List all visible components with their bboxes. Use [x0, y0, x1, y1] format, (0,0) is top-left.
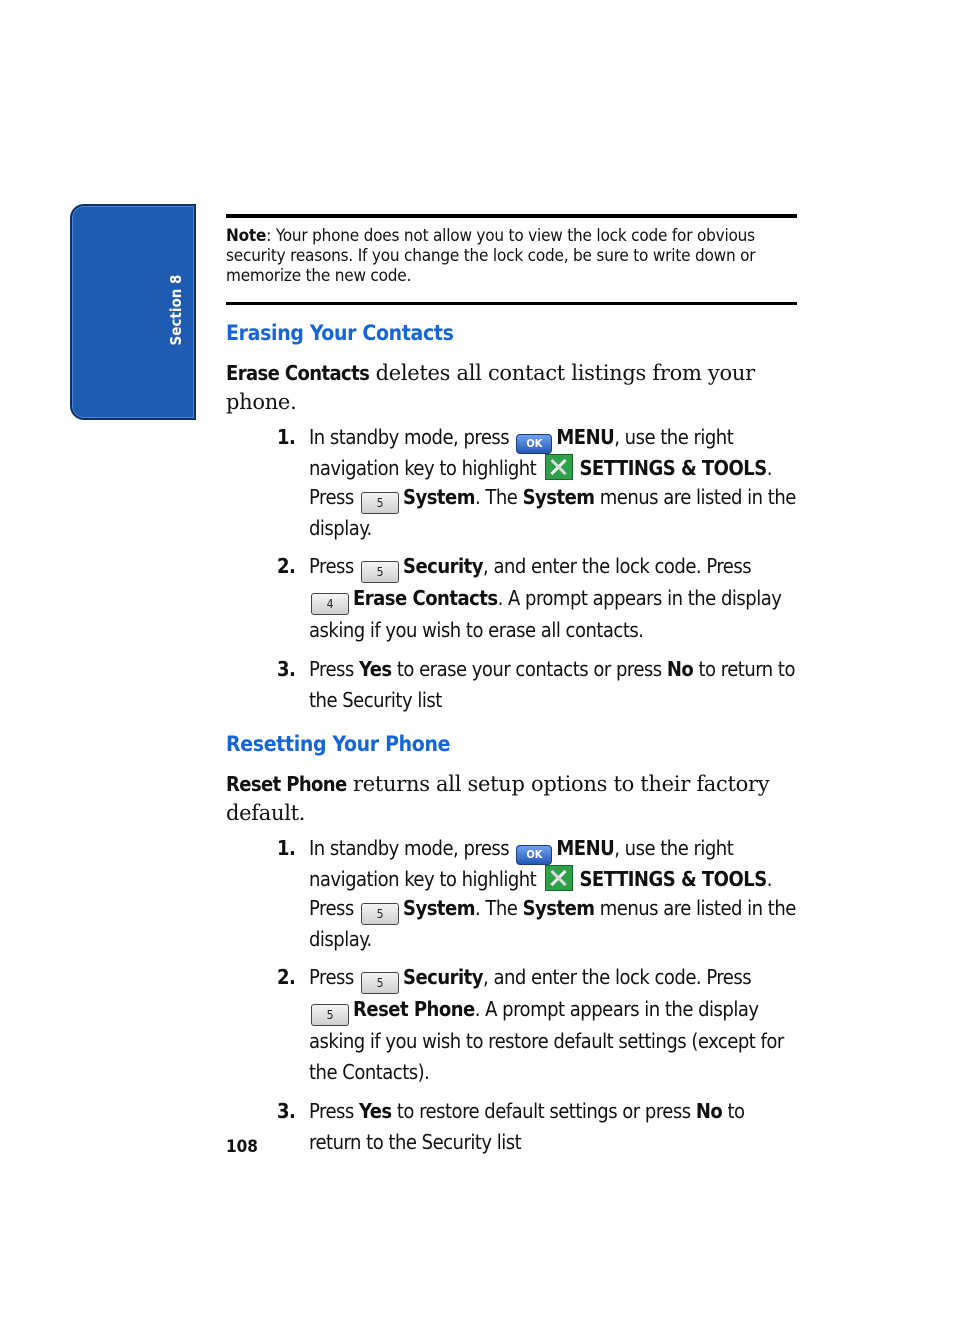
ok-key-icon: OK [516, 434, 552, 454]
step-number: 3. [277, 657, 296, 681]
step-text: to return to the Security list [309, 657, 795, 712]
step-bold: MENU [556, 836, 615, 860]
page-content [226, 214, 797, 1166]
step-bold: Security [403, 554, 484, 578]
key-4-icon: 4 [311, 593, 349, 615]
step-text: to erase your contacts or press [391, 657, 667, 681]
key-5-icon: 5 [361, 492, 399, 514]
step-text: menus are listed in the display. [309, 896, 796, 951]
lead-bold: Erase Contacts [226, 361, 370, 385]
steps-reset [226, 834, 797, 1158]
step-text: . A prompt appears in the display asking if you wish to restore default settings (except for the Contacts). [309, 997, 784, 1084]
step-text: to restore default settings or press [391, 1099, 696, 1123]
step-text: . Press [309, 867, 772, 920]
list-item [226, 654, 797, 716]
step-text: Press [309, 657, 359, 681]
step-bold: Yes [359, 657, 392, 681]
list-item [226, 423, 797, 543]
step-bold: System [403, 896, 475, 920]
step-text: . Press [309, 456, 772, 509]
note-prefix: Note [226, 226, 267, 246]
key-5-icon: 5 [361, 561, 399, 583]
step-text: . The [474, 896, 523, 920]
step-bold: System [522, 896, 595, 920]
step-number: 1. [277, 836, 296, 860]
step-bold: No [695, 1099, 723, 1123]
step-text: , use the right navigation key to highlight [309, 836, 734, 891]
step-text: , and enter the lock code. Press [483, 554, 752, 578]
step-bold: System [522, 485, 595, 509]
heading-erasing-contacts: Erasing Your Contacts [226, 321, 454, 345]
step-bold: MENU [556, 425, 615, 449]
step-bold: System [403, 485, 475, 509]
step-bold: SETTINGS & TOOLS [579, 867, 767, 891]
step-text: In standby mode, press [309, 836, 515, 860]
step-text: In standby mode, press [309, 425, 515, 449]
steps-erase [226, 423, 797, 716]
list-item [226, 962, 797, 1088]
step-text: Press [309, 554, 359, 578]
list-item [226, 551, 797, 646]
page-number: 108 [226, 1137, 258, 1157]
step-text: Press [309, 965, 359, 989]
lead-erase-contacts [226, 359, 797, 417]
note-box [226, 214, 797, 305]
step-number: 2. [277, 554, 296, 578]
heading-resetting-phone: Resetting Your Phone [226, 732, 451, 756]
step-bold: Reset Phone [353, 997, 475, 1021]
key-5-icon: 5 [311, 1004, 349, 1026]
list-item [226, 834, 797, 954]
step-text: Press [309, 1099, 359, 1123]
key-5-icon: 5 [361, 972, 399, 994]
step-bold: Erase Contacts [353, 586, 498, 610]
settings-tools-icon [545, 865, 573, 891]
step-bold: Security [403, 965, 484, 989]
settings-tools-icon [545, 454, 573, 480]
note-text: : Your phone does not allow you to view the lock code for obvious security reasons. If you change the lock code, be sure to write down or memorize the new code. [226, 226, 756, 286]
step-bold: SETTINGS & TOOLS [579, 456, 767, 480]
step-text: . A prompt appears in the display asking if you wish to erase all contacts. [309, 586, 782, 642]
lead-bold: Reset Phone [226, 772, 347, 796]
step-bold: No [666, 657, 694, 681]
lead-text: deletes all contact listings from your phone. [226, 361, 755, 414]
step-text: menus are listed in the display. [309, 485, 796, 540]
ok-key-icon: OK [516, 845, 552, 865]
key-5-icon: 5 [361, 903, 399, 925]
section-tab-label: Section 8 [167, 274, 185, 346]
lead-text: returns all setup options to their factory default. [226, 772, 770, 825]
step-bold: Yes [359, 1099, 392, 1123]
step-number: 3. [277, 1099, 296, 1123]
step-number: 2. [277, 965, 296, 989]
step-text: to return to the Security list [309, 1099, 745, 1154]
lead-reset-phone [226, 770, 797, 828]
step-number: 1. [277, 425, 296, 449]
step-text: . The [474, 485, 523, 509]
list-item [226, 1096, 797, 1158]
step-text: , and enter the lock code. Press [483, 965, 752, 989]
step-text: , use the right navigation key to highlight [309, 425, 734, 480]
